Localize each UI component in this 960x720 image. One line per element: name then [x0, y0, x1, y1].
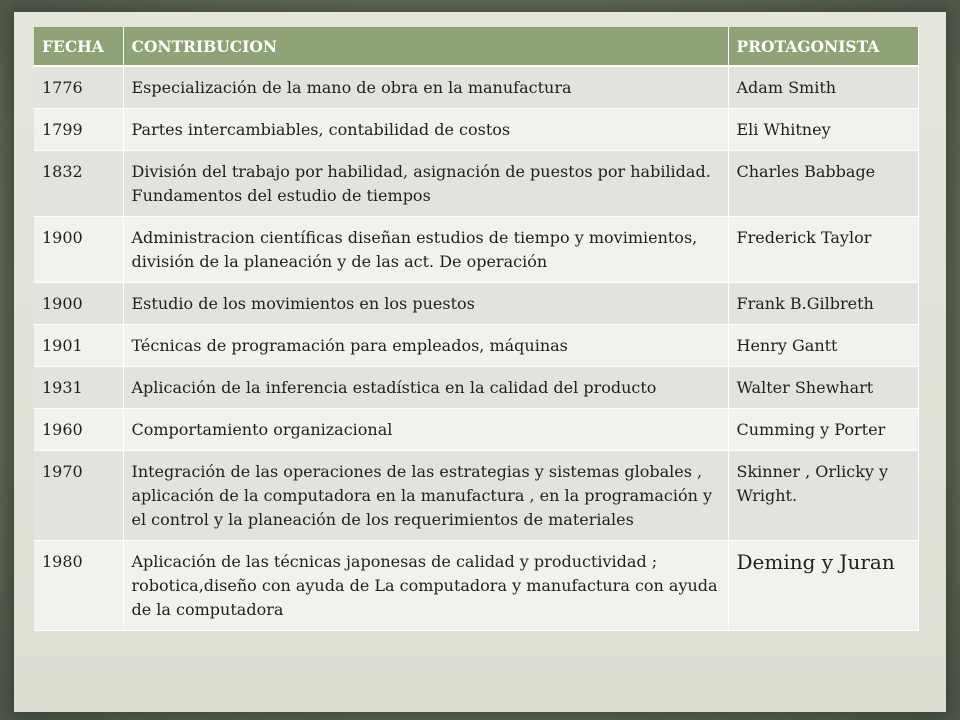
table-row [34, 367, 918, 409]
year-cell: 1980 [34, 541, 123, 631]
protagonist-cell: Skinner , Orlicky y Wright. [728, 451, 918, 541]
year-cell: 1970 [34, 451, 123, 541]
contribution-cell: Comportamiento organizacional [123, 409, 728, 451]
header-protagonista: PROTAGONISTA [728, 27, 918, 66]
table-row [34, 217, 918, 283]
protagonist-cell: Eli Whitney [728, 109, 918, 151]
year-cell: 1901 [34, 325, 123, 367]
table-row [34, 451, 918, 541]
year-cell: 1832 [34, 151, 123, 217]
year-cell: 1776 [34, 66, 123, 109]
contribution-cell: Especialización de la mano de obra en la manufactura [123, 66, 728, 109]
year-cell: 1799 [34, 109, 123, 151]
protagonist-cell: Frank B.Gilbreth [728, 283, 918, 325]
table-header-row [34, 27, 918, 66]
protagonist-cell: Walter Shewhart [728, 367, 918, 409]
contribution-cell: Administracion científicas diseñan estudios de tiempo y movimientos, división de la planeación y de las act. De operación [123, 217, 728, 283]
table-row [34, 66, 918, 109]
contribution-cell: Partes intercambiables, contabilidad de costos [123, 109, 728, 151]
header-contribucion: CONTRIBUCION [123, 27, 728, 66]
header-fecha: FECHA [34, 27, 123, 66]
protagonist-cell: Henry Gantt [728, 325, 918, 367]
protagonist-cell: Charles Babbage [728, 151, 918, 217]
history-table [34, 27, 919, 631]
table-row [34, 151, 918, 217]
table-row [34, 409, 918, 451]
table-row [34, 541, 918, 631]
contribution-cell: Integración de las operaciones de las estrategias y sistemas globales , aplicación de la computadora en la manufactura , en la programación y el control y la planeación de los requerimientos de materiales [123, 451, 728, 541]
protagonist-cell: Cumming y Porter [728, 409, 918, 451]
year-cell: 1960 [34, 409, 123, 451]
contribution-cell: Estudio de los movimientos en los puestos [123, 283, 728, 325]
table-row [34, 325, 918, 367]
protagonist-cell: Adam Smith [728, 66, 918, 109]
table-row [34, 109, 918, 151]
protagonist-cell: Deming y Juran [728, 541, 918, 631]
year-cell: 1900 [34, 217, 123, 283]
protagonist-cell: Frederick Taylor [728, 217, 918, 283]
contribution-cell: División del trabajo por habilidad, asignación de puestos por habilidad. Fundamentos del estudio de tiempos [123, 151, 728, 217]
year-cell: 1900 [34, 283, 123, 325]
contribution-cell: Aplicación de la inferencia estadística en la calidad del producto [123, 367, 728, 409]
table-row [34, 283, 918, 325]
contribution-cell: Aplicación de las técnicas japonesas de calidad y productividad ; robotica,diseño con ayuda de La computadora y manufactura con ayuda de la computadora [123, 541, 728, 631]
year-cell: 1931 [34, 367, 123, 409]
contribution-cell: Técnicas de programación para empleados, máquinas [123, 325, 728, 367]
